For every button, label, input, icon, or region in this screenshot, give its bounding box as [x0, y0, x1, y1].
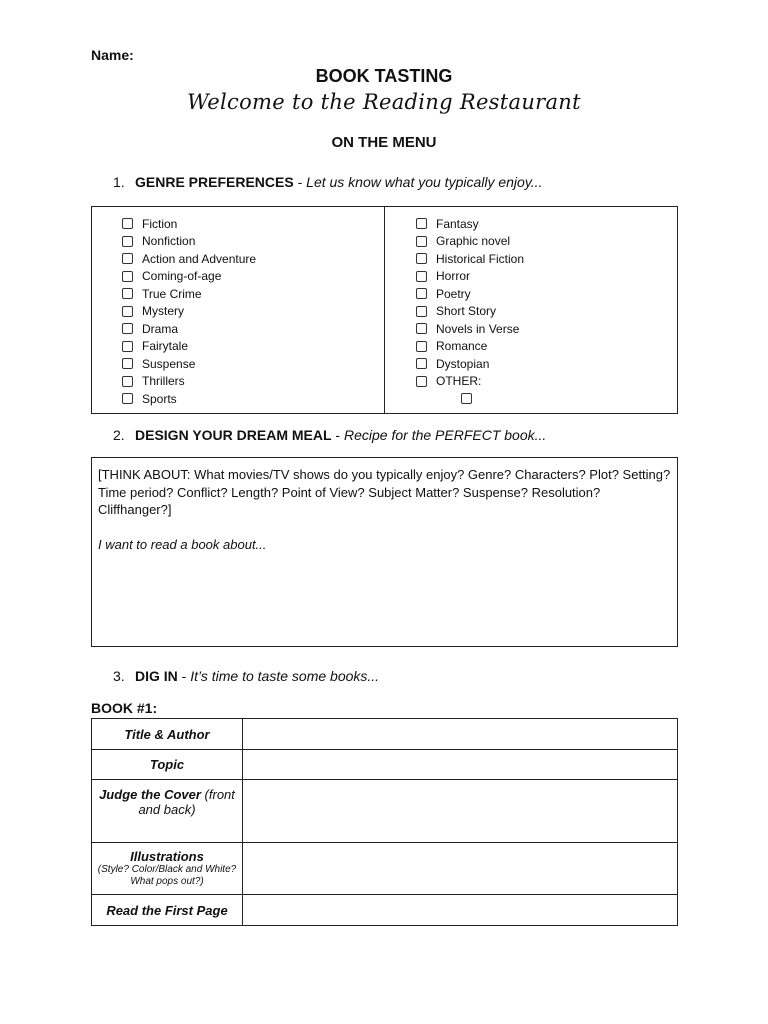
genre-option-other-extra[interactable]: [416, 390, 524, 408]
option-label: Horror: [436, 269, 471, 284]
section-dream-heading: [113, 427, 546, 443]
table-row: [92, 895, 678, 926]
row-label-hint: (Style? Color/Black and White? What pops out?): [97, 864, 237, 887]
option-label: Poetry: [436, 286, 471, 301]
genre-option[interactable]: [122, 215, 256, 233]
genre-column-divider: [384, 206, 385, 414]
genre-option[interactable]: [416, 355, 524, 373]
genre-option[interactable]: [122, 250, 256, 268]
section-genre-heading: [113, 174, 542, 190]
section-dig-in-heading: [113, 668, 379, 684]
section-prompt: Recipe for the PERFECT book...: [344, 427, 547, 443]
genre-option[interactable]: [416, 215, 524, 233]
checkbox[interactable]: [416, 271, 427, 282]
menu-heading: ON THE MENU: [331, 134, 437, 151]
option-label: Nonfiction: [142, 234, 196, 249]
section-number: 1.: [113, 174, 125, 190]
genre-option[interactable]: [122, 303, 256, 321]
row-label-main: Read the First Page: [106, 902, 228, 918]
checkbox[interactable]: [122, 323, 133, 334]
option-label: Thrillers: [142, 374, 185, 389]
genre-option[interactable]: [416, 250, 524, 268]
genre-option[interactable]: [122, 355, 256, 373]
section-separator: -: [293, 174, 307, 190]
section-prompt: Let us know what you typically enjoy...: [306, 174, 543, 190]
option-label: Historical Fiction: [436, 251, 525, 266]
option-label: True Crime: [142, 286, 202, 301]
row-label: [92, 895, 243, 926]
dream-meal-textbox[interactable]: [91, 457, 678, 647]
option-label: Fiction: [142, 216, 178, 231]
checkbox[interactable]: [122, 358, 133, 369]
checkbox[interactable]: [122, 393, 133, 404]
checkbox[interactable]: [122, 218, 133, 229]
section-title: DESIGN YOUR DREAM MEAL: [135, 427, 332, 443]
row-label: [92, 719, 243, 750]
answer-cell[interactable]: [243, 719, 678, 750]
option-label: Short Story: [436, 304, 497, 319]
genre-option[interactable]: [416, 233, 524, 251]
page-subtitle: Welcome to the Reading Restaurant: [187, 90, 581, 114]
option-label: Coming-of-age: [142, 269, 222, 284]
option-label: Fairytale: [142, 339, 189, 354]
option-label: Action and Adventure: [142, 251, 257, 266]
genre-column-left: [122, 215, 256, 408]
genre-option[interactable]: [122, 373, 256, 391]
genre-option[interactable]: [416, 338, 524, 356]
checkbox[interactable]: [416, 236, 427, 247]
option-label: Novels in Verse: [436, 321, 520, 336]
answer-cell[interactable]: [243, 843, 678, 895]
option-label: Romance: [436, 339, 488, 354]
checkbox[interactable]: [122, 236, 133, 247]
genre-option[interactable]: [416, 285, 524, 303]
name-label: Name:: [91, 47, 134, 63]
want-to-read-text: I want to read a book about...: [98, 536, 267, 552]
section-separator: -: [331, 427, 344, 443]
table-row: [92, 780, 678, 843]
checkbox[interactable]: [416, 323, 427, 334]
option-label: Fantasy: [436, 216, 479, 231]
book-table: [91, 718, 678, 926]
section-number: 3.: [113, 668, 125, 684]
option-label: Mystery: [142, 304, 184, 319]
checkbox[interactable]: [416, 288, 427, 299]
checkbox[interactable]: [122, 306, 133, 317]
table-row: [92, 750, 678, 780]
option-label: Drama: [142, 321, 179, 336]
checkbox[interactable]: [461, 393, 472, 404]
table-row: [92, 843, 678, 895]
section-number: 2.: [113, 427, 125, 443]
row-label-detail: (front and back): [138, 787, 235, 817]
checkbox[interactable]: [122, 253, 133, 264]
genre-column-right: [416, 215, 524, 408]
checkbox[interactable]: [122, 376, 133, 387]
option-label: Graphic novel: [436, 234, 511, 249]
answer-cell[interactable]: [243, 780, 678, 843]
checkbox[interactable]: [122, 271, 133, 282]
genre-option[interactable]: [122, 320, 256, 338]
checkbox[interactable]: [122, 288, 133, 299]
section-title: DIG IN: [135, 668, 178, 684]
genre-option[interactable]: [416, 320, 524, 338]
page-title: BOOK TASTING: [315, 66, 453, 86]
genre-option[interactable]: [122, 390, 256, 408]
checkbox[interactable]: [416, 218, 427, 229]
option-label: OTHER:: [436, 374, 482, 389]
checkbox[interactable]: [416, 253, 427, 264]
genre-option[interactable]: [122, 338, 256, 356]
option-label: Sports: [142, 391, 177, 406]
row-label: [92, 843, 243, 895]
genre-option[interactable]: [122, 233, 256, 251]
row-label-main: Title & Author: [124, 726, 210, 742]
answer-cell[interactable]: [243, 750, 678, 780]
row-label-main: Topic: [149, 757, 185, 772]
checkbox[interactable]: [416, 341, 427, 352]
section-prompt: It’s time to taste some books...: [190, 668, 380, 684]
genre-option[interactable]: [122, 268, 256, 286]
option-label: Suspense: [142, 356, 196, 371]
think-about-text: [THINK ABOUT: What movies/TV shows do you typically enjoy? Genre? Characters? Plot? Setting? Time period? Conflict? Length? Point of View? Subject Matter? Suspense? Resolution? Cliffhanger?]: [98, 467, 671, 517]
row-label-main: Judge the Cover: [99, 787, 201, 802]
table-row: [92, 719, 678, 750]
checkbox[interactable]: [416, 306, 427, 317]
option-label: Dystopian: [436, 356, 490, 371]
section-separator: -: [177, 668, 191, 684]
row-label: [92, 780, 243, 843]
genre-option[interactable]: [122, 285, 256, 303]
checkbox[interactable]: [416, 358, 427, 369]
genre-option-other[interactable]: [416, 373, 524, 391]
checkbox[interactable]: [416, 376, 427, 387]
answer-cell[interactable]: [243, 895, 678, 926]
row-label: [92, 750, 243, 780]
genre-option[interactable]: [416, 303, 524, 321]
book-label: BOOK #1:: [91, 700, 158, 716]
section-title: GENRE PREFERENCES: [135, 174, 294, 190]
genre-option[interactable]: [416, 268, 524, 286]
checkbox[interactable]: [122, 341, 133, 352]
row-label-main: Illustrations: [130, 849, 204, 864]
